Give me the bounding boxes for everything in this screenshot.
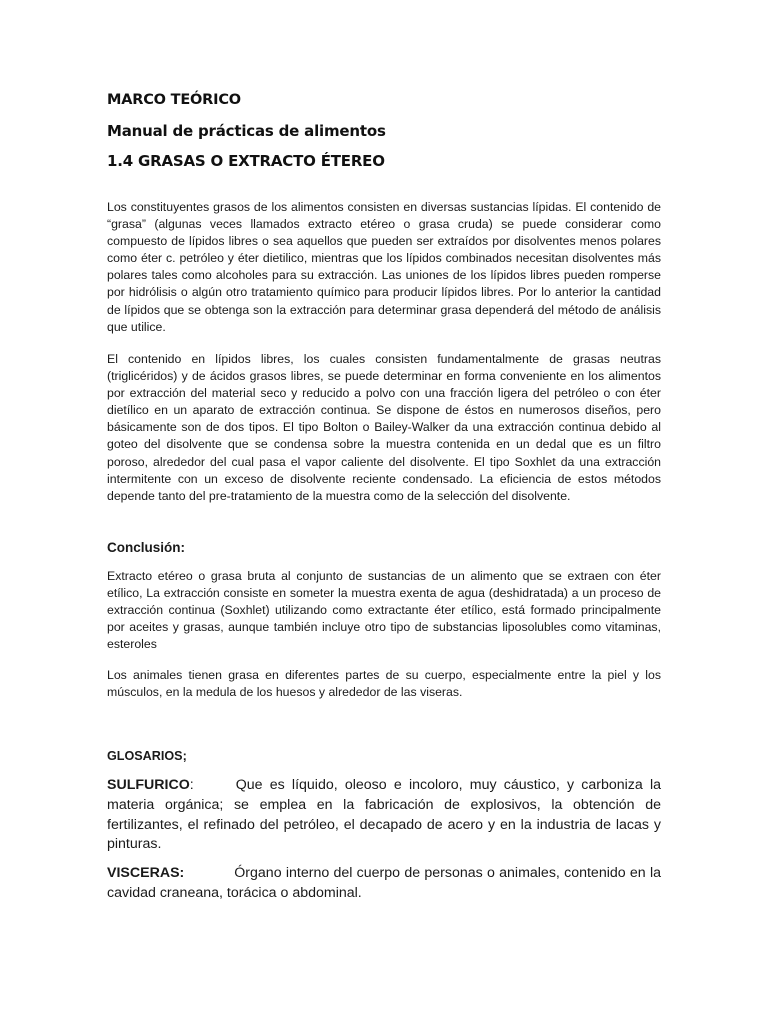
heading-manual: Manual de prácticas de alimentos — [107, 122, 386, 140]
glossary-term-separator: : — [189, 777, 194, 793]
heading-marco-teorico: MARCO TEÓRICO — [107, 92, 241, 108]
glossary-definition: Órgano interno del cuerpo de personas o animales, contenido en la cavidad craneana, torácica o abdominal. — [107, 865, 661, 901]
glossary-entry-sulfurico — [107, 776, 661, 855]
paragraph-free-lipids: El contenido en lípidos libres, los cuales consisten fundamentalmente de grasas neutras (triglicéridos) y de ácidos grasos libres, se puede determinar en forma conveniente en los alimentos por extracción del material seco y reducido a polvo con una fracción ligera del petróleo o con éter dietílico en un aparato de extracción continua. Se dispone de éstos en numerosos diseños, pero básicamente son de dos tipos. El tipo Bolton o Bailey-Walker da una extracción continua debido al goteo del disolvente que se condensa sobre la muestra contenida en un dedal que es un filtro poroso, alrededor del cual pasa el vapor caliente del disolvente. El tipo Soxhlet da una extracción intermitente con un exceso de disolvente reciente condensado. La eficiencia de estos métodos depende tanto del pre-tratamiento de la muestra como de la selección del disolvente. — [107, 352, 661, 503]
heading-section: 1.4 GRASAS O EXTRACTO ÉTEREO — [107, 152, 385, 170]
glossary-entry-visceras — [107, 864, 661, 904]
paragraph-intro: Los constituyentes grasos de los alimentos consisten en diversas sustancias lípidas. El contenido de “grasa” (algunas veces llamados extracto etéreo o grasa cruda) se puede considerar como compuesto de lípidos libres o sea aquellos que pueden ser extraídos por disolventes menos polares como éter c. petróleo y éter dietilico, mientras que los lípidos combinados necesitan disolventes más polares tales como alcoholes para su extracción. Las uniones de los lípidos libres pueden romperse por hidrólisis o algún otro tratamiento químico para producir lípidos libres. Por lo anterior la cantidad de lípidos que se obtenga son la extracción para determinar grasa dependerá del método de análisis que utilice. — [107, 200, 661, 334]
glossary-term: SULFURICO — [107, 777, 190, 793]
glossary-definition: Que es líquido, oleoso e incoloro, muy cáustico, y carboniza la materia orgánica; se emplea en la fabricación de explosivos, la obtención de fertilizantes, el refinado del petróleo, el decapado de acero y en la industria de lacas y pinturas. — [107, 777, 661, 853]
animals-paragraph: Los animales tienen grasa en diferentes partes de su cuerpo, especialmente entre la piel y los músculos, en la medula de los huesos y alrededor de las viseras. — [107, 668, 661, 700]
glossary-term: VISCERAS: — [107, 865, 185, 881]
glossary-heading: GLOSARIOS; — [107, 749, 187, 763]
conclusion-heading: Conclusión: — [107, 540, 185, 555]
conclusion-text: Extracto etéreo o grasa bruta al conjunto de sustancias de un alimento que se extraen con éter etílico, La extracción consiste en someter la muestra exenta de agua (deshidratada) a un proceso de extracción continua (Soxhlet) utilizando como extractante éter etílico, está formado principalmente por aceites y grasas, aunque también incluye otro tipo de substancias liposolubles como vitaminas, esteroles — [107, 569, 661, 652]
